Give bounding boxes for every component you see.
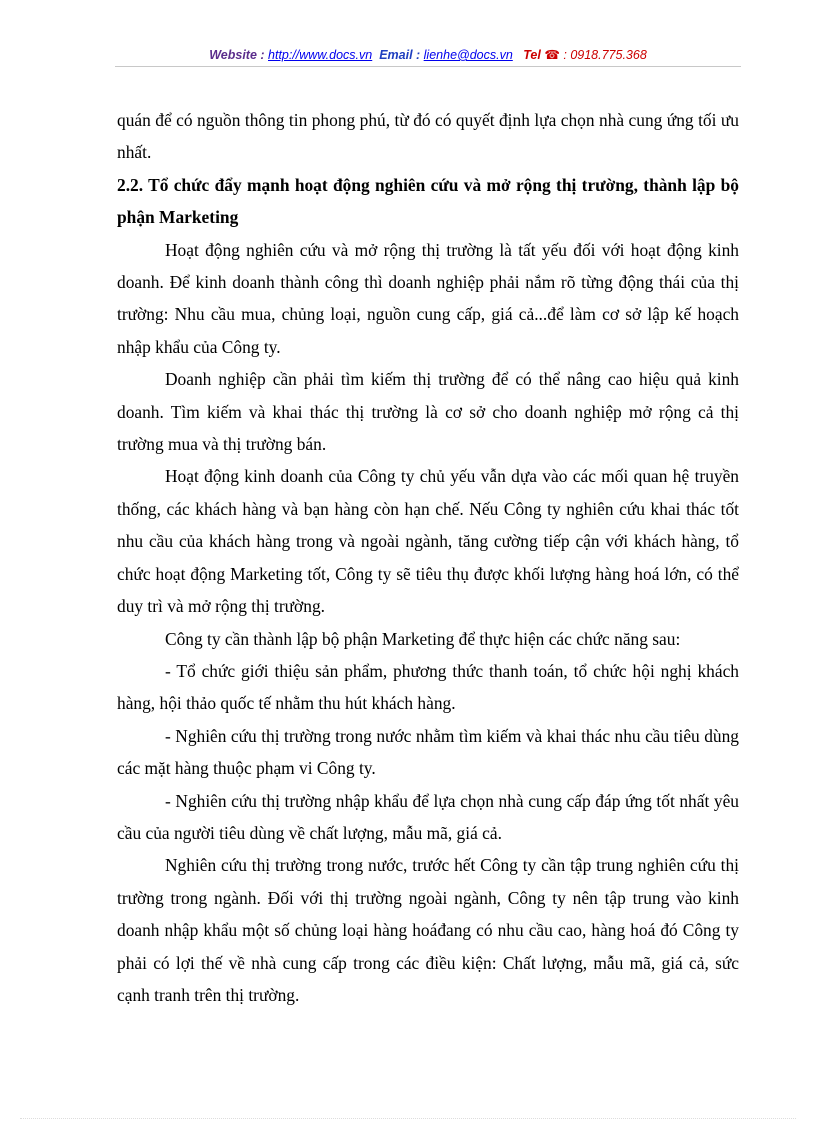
paragraph-1: Hoạt động nghiên cứu và mở rộng thị trường là tất yếu đối với hoạt động kinh doanh. Để kinh doanh thành công thì doanh nghiệp phải nắm rõ từng động thái của thị trường: Nhu cầu mua, chủng loại, nguồn cung cấp, giá cả...để làm cơ sở lập kế hoạch nhập khẩu của Công ty. <box>117 239 739 357</box>
paragraph-4: Công ty cần thành lập bộ phận Marketing để thực hiện các chức năng sau: <box>165 628 681 649</box>
bullet-item-1: - Tổ chức giới thiệu sản phẩm, phương thức thanh toán, tổ chức hội nghị khách hàng, hội thảo quốc tế nhằm thu hút khách hàng. <box>117 660 739 714</box>
page-header <box>115 47 741 62</box>
website-label: Website <box>209 48 257 62</box>
email-label: Email <box>379 48 413 62</box>
footer-divider <box>20 1118 796 1119</box>
website-link[interactable]: http://www.docs.vn <box>268 48 373 62</box>
paragraph-continuation: quán để có nguồn thông tin phong phú, từ đó có quyết định lựa chọn nhà cung ứng tối ưu nhất. <box>117 110 739 163</box>
tel-label: Tel <box>523 48 541 62</box>
paragraph-2: Doanh nghiệp cần phải tìm kiếm thị trường để có thể nâng cao hiệu quả kinh doanh. Tìm kiếm và khai thác thị trường là cơ sở cho doanh nghiệp mở rộng cả thị trường mua và thị trường bán. <box>117 369 739 455</box>
bullet-item-3: - Nghiên cứu thị trường nhập khẩu để lựa chọn nhà cung cấp đáp ứng tốt nhất yêu cầu của người tiêu dùng về chất lượng, mẫu mã, giá cả. <box>117 790 739 843</box>
tel-number: 0918.775.368 <box>570 48 647 62</box>
email-separator: : <box>412 48 424 62</box>
paragraph-3: Hoạt động kinh doanh của Công ty chủ yếu vẫn dựa vào các mối quan hệ truyền thống, các khách hàng và bạn hàng còn hạn chế. Nếu Công ty nghiên cứu khai thác tốt nhu cầu của khách hàng trong và ngoài ngành, tăng cường tiếp cận với khách hàng, tổ chức hoạt động Marketing tốt, Công ty sẽ tiêu thụ được khối lượng hàng hoá lớn, có thể duy trì và mở rộng thị trường. <box>117 466 739 617</box>
paragraph-5: Nghiên cứu thị trường trong nước, trước hết Công ty cần tập trung nghiên cứu thị trường trong ngành. Đối với thị trường ngoài ngành, Công ty nên tập trung vào kinh doanh nhập khẩu một số chủng loại hàng hoáđang có nhu cầu cao, hàng hoá đó Công ty phải có lợi thế về nhà cung cấp trong các điều kiện: Chất lượng, mẫu mã, giá cả, sức cạnh tranh trên thị trường. <box>117 855 739 1005</box>
section-heading: 2.2. Tổ chức đẩy mạnh hoạt động nghiên cứu và mở rộng thị trường, thành lập bộ phận Marketing <box>117 174 739 228</box>
header-divider <box>115 66 741 67</box>
document-body <box>117 104 739 1011</box>
website-separator: : <box>256 48 269 62</box>
phone-icon: ☎ <box>544 48 560 62</box>
bullet-item-2: - Nghiên cứu thị trường trong nước nhằm tìm kiếm và khai thác nhu cầu tiêu dùng các mặt hàng thuộc phạm vi Công ty. <box>117 725 739 779</box>
email-link[interactable]: lienhe@docs.vn <box>423 48 513 62</box>
tel-separator: : <box>559 48 571 62</box>
